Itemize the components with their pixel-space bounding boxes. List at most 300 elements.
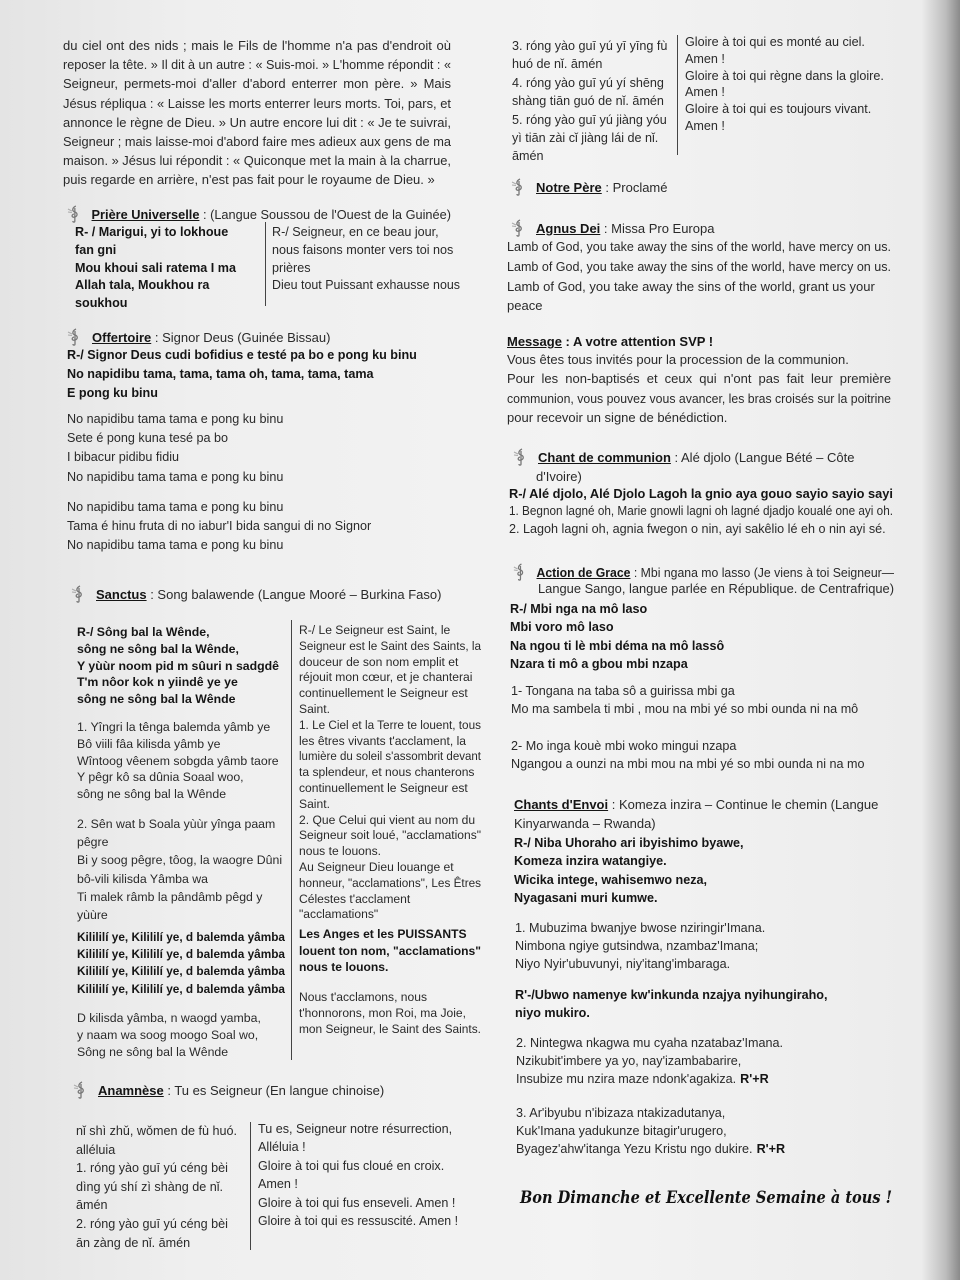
line-text: réjouit mon cœur, et je chanterai [299,670,473,685]
text-line [76,1159,237,1178]
text-line [75,260,236,278]
line-text: No napidibu tama, tama, tama oh, tama, tama, tama [67,366,374,381]
line-text: yì tiān zài cǐ jiàng lái de nǐ. [512,131,659,146]
line-text: No napidibu tama tama e pong ku binu [67,412,284,426]
text-line [67,517,371,536]
section-title: Message [507,334,562,349]
line-text: 2. Lagoh lagni oh, agnia fwegon o nin, ayi sakêlio lé eh o nin ayi sé. [509,522,886,536]
section-header-agnus [510,219,714,237]
line-text: Amen ! [685,118,725,133]
text-line [510,637,724,655]
column-divider [265,222,266,306]
section-subtitle: : Song balawende (Langue Mooré – Burkina Faso) [146,587,442,602]
line-text: Wicika intege, wahisemwo neza, [514,872,708,887]
line-text: Na ngou ti lè mbi déma na mô lassô [510,638,725,653]
line-text: 1. Yîngri la tênga balemda yâmb ye [77,720,271,734]
text-line [77,1010,261,1027]
text-line [67,384,417,403]
section-subtitle-cont: d'Ivoire) [536,469,582,484]
line-text: R-/ Le Seigneur est Saint, le [299,623,451,637]
line-text: āmén [76,1198,108,1213]
column-divider [291,620,292,1060]
text-line [511,755,865,773]
text-line [511,682,858,700]
text-line [299,1006,484,1022]
text-line [685,118,884,135]
text-line [77,786,279,803]
envoi-verse [516,1104,785,1159]
line-text: 1. Begnon lagné oh, Marie gnowli lagni oh lagné djadjo koualé one ayi oh. [509,504,893,518]
line-text: Gloire à toi qui es toujours vivant. [685,102,872,117]
section-header-sanctus [70,585,441,603]
line-text: R-/ Seigneur, en ce beau jour, [272,225,439,239]
text-line [299,797,490,813]
line-text: Kilililí ye, Kilililí ye, d balemda yâmba [77,964,285,979]
section-subtitle: : Tu es Seigneur (En langue chinoise) [163,1083,385,1098]
line-text: mon Seigneur, le Saint des Saints. [299,1021,482,1036]
section-title: Sanctus [96,587,147,602]
line-text: Dieu tout Puissant exhausse nous [272,278,460,293]
line-text: Seigneur est le Saint des Saints, la [299,638,482,653]
line-text: No napidibu tama tama e pong ku binu [67,469,284,484]
text-line [77,769,279,786]
text-line [511,700,858,718]
text-line [75,242,236,260]
line-text: Lamb of God, you take away the sins of the world, have mercy on us. [507,258,891,274]
sanctus-translation-end [299,990,484,1037]
text-line [258,1175,462,1193]
line-text: maison. » Jésus lui répondit : « Quiconque met la main à la charrue, [63,153,451,169]
line-text: Kilililí ye, Kilililí ye, d balemda yâmba [77,981,285,996]
text-line [299,655,490,671]
text-line [77,906,282,924]
line-text: Gloire à toi qui es monté au ciel. [685,35,865,49]
line-text: 1. Mubuzima bwanjye bwose nziringir'Imana. [515,921,766,935]
text-line [299,926,481,943]
text-line [507,296,905,316]
text-line [67,498,371,517]
text-line [77,833,282,851]
line-text: Niyo Nyir'ubuvunyi, niy'itang'imbaraga. [515,957,731,972]
line-text: Au Seigneur Dieu louange et [299,859,454,874]
text-line [77,674,279,691]
line-text: 5. róng yào guī yú jiàng yóu [512,112,667,127]
line-text: 2. Sên wat b Soala yùùr yînga paam [77,817,276,831]
text-line [510,655,724,673]
envoi-verse [515,919,765,974]
line-text: 1. Le Ciel et la Terre te louent, tous [299,717,482,732]
line-text: Vous êtes tous invités pour la procession de la communion. [507,352,849,367]
line-text: communion, vous pouvez vous avancer, les bras croisés sur la poitrine [507,390,891,406]
line-text: R-/ Signor Deus cudi bofidius e testé pa bo e pong ku binu [67,348,417,362]
text-line [507,389,891,408]
line-text: 4. róng yào guī yú yí shēng [512,75,664,90]
text-line [516,1140,785,1158]
text-line [77,1027,261,1044]
text-line [299,781,490,797]
line-text: puis regarde en arrière, n'est pas fait pour le royaume de Dieu. » [63,172,435,188]
text-line [76,1178,237,1197]
offertoire-verse [67,498,371,554]
sanctus-refrain [77,624,279,708]
section-subtitle-cont: Langue Sango, langue parlée en République. de Centrafrique) [538,581,894,596]
text-line [258,1120,462,1138]
line-text: nǐ shì zhǔ, wǒmen de fù huó. [76,1124,238,1138]
line-text: Mo ma sambela ti mbi , mou na mbi yé so mbi ounda ni na mô [511,702,859,717]
line-text: Célestes t'acclament [299,891,411,906]
text-line [76,1215,237,1234]
text-line [272,242,462,260]
text-line [507,277,905,297]
agnus-lines [507,237,905,316]
line-text: louent ton nom, "acclamations" [299,943,481,958]
section-title: Notre Père [536,180,602,195]
section-subtitle: : Mbi ngana mo lasso (Je viens à toi Seigneur— [630,565,894,580]
text-line [299,718,485,734]
text-line [299,813,490,829]
text-line [299,734,490,750]
section-subtitle: : A votre attention SVP ! [561,334,714,349]
section-subtitle: : Proclamé [601,180,668,195]
sanctus-translation [299,623,490,923]
line-text: Byagez'ahw'itanga Yezu Kristu ngo dukire. [516,1142,753,1157]
line-text: Ngangou a ounzi na mbi mou na mbi yé so mbi ounda ni na mo [511,757,865,772]
text-line [299,860,490,876]
text-line [299,990,484,1006]
text-line [299,639,485,655]
text-line [512,129,667,147]
text-line [272,277,460,295]
line-text: Mbi voro mô laso [510,620,614,635]
line-text: y naam wa soog moogo Soal wo, [77,1028,259,1043]
line-text: pour recevoir un signe de bénédiction. [507,410,728,426]
line-text: t'honnorons, mon Roi, ma Joie, [299,1005,467,1020]
line-text: du ciel ont des nids ; mais le Fils de l'homme n'a pas d'endroit où [63,38,451,53]
text-line [299,670,490,686]
text-line [685,51,884,68]
text-line [516,1052,783,1070]
text-line [514,871,744,889]
line-text: Kuk'Imana yadukunze bitagir'urugero, [516,1124,727,1139]
section-subtitle: : Komeza inzira – Continue le chemin (Langue [608,797,879,812]
line-text: yùùre [77,908,108,923]
text-line [67,429,283,448]
line-text: les êtres vivants t'acclament, la [299,733,466,748]
message-text [507,350,891,428]
offertoire-verse [67,410,283,487]
text-line [77,753,279,770]
line-text: Y yùùr noom pid m sûuri n sadgdê [77,658,280,673]
line-text: annonce le règne de Dieu. » Un autre encore lui dit : « Je te suivrai, [63,114,452,130]
line-text: pêgre [77,835,109,850]
line-text: Nzara ti mô a gbou mbi nzapa [510,657,688,672]
text-line [76,1141,237,1160]
text-line [75,295,236,313]
text-line [75,277,236,295]
text-line [515,955,765,973]
line-text: Amen ! [685,51,725,66]
line-text: 1- Tongana na taba sô a guirissa mbi ga [511,684,735,698]
sanctus-ending [77,1010,261,1062]
line-text: Wîntoog vêenem sobgda yâmb taore [77,753,279,768]
music-clef-icon [512,448,530,466]
text-line [77,981,285,998]
text-line [515,1004,827,1022]
line-text: alléluia [76,1142,116,1157]
text-line [299,828,489,844]
anamnese-french-cont [685,34,884,135]
line-text: Pour les non-baptisés et ceux qui n'ont pas fait leur première [507,371,892,387]
column-divider [677,35,678,155]
text-line [515,986,827,1004]
line-text: No napidibu tama tama e pong ku binu [67,500,284,514]
section-subtitle: : Missa Pro Europa [600,221,715,236]
line-text: Allah tala, Moukhou ra [75,278,210,293]
section-header-notre-pere [510,178,668,196]
line-text: Saint. [299,701,330,716]
music-clef-icon [70,585,88,603]
line-text: 1. róng yào guī yú céng bèi [76,1161,228,1176]
text-line [75,224,236,242]
text-line [67,410,283,429]
text-line [67,365,417,384]
section-subtitle: : (Langue Soussou de l'Ouest de la Guinée) [199,207,451,222]
line-text: Les Anges et les PUISSANTS [299,927,467,941]
text-line [272,224,462,242]
line-text: Sông ne sông bal la Wênde [77,1045,229,1060]
line-text: huó de nǐ. āmén [512,57,603,72]
line-text: nous te louons. [299,960,389,975]
line-text: 2. Nintegwa nkagwa mu cyaha nzatabaz'Imana. [516,1036,784,1050]
envoi-refrain [514,834,744,908]
sanctus-verse [77,815,282,924]
text-line [299,844,490,860]
text-line [512,92,667,110]
text-line [685,84,884,101]
line-text: Komeza inzira watangiye. [514,854,667,869]
text-line [507,408,891,427]
text-line [512,74,667,92]
text-line [514,852,744,870]
music-clef-icon [72,1081,90,1099]
text-line [299,907,490,923]
envoi-verse [516,1034,783,1089]
text-line [67,468,283,487]
text-line [685,68,884,85]
text-line [258,1194,462,1212]
line-text: R-/ Sông bal la Wênde, [77,625,210,639]
text-line [507,350,891,369]
line-text: Nimbona ngiye gutsindwa, nzambaz'Imana; [515,939,759,954]
line-text: Gloire à toi qui fus enseveli. Amen ! [258,1195,456,1210]
text-line [77,736,279,753]
priere-soussou [75,224,236,313]
text-line [77,888,282,906]
anamnese-chinese-cont [512,37,667,166]
text-line [515,919,765,937]
text-line [77,641,279,658]
text-line [77,870,282,888]
line-text: Kilililí ye, Kilililí ye, d balemda yâmba [77,930,285,944]
text-line [515,937,765,955]
text-line [63,74,451,93]
text-line [510,618,724,636]
text-line [516,1104,785,1122]
gospel-text [63,36,451,190]
section-title: Prière Universelle [91,207,200,222]
line-text: Y pêgr kô sa dûnia Soaal woo, [77,770,244,785]
line-text: Seigneur soit loué, "acclamations" [299,828,482,843]
line-text: prières [272,260,311,275]
text-line [512,37,667,55]
text-line [258,1157,462,1175]
section-header-offertoire [66,328,330,346]
line-text: Tu es, Seigneur notre résurrection, [258,1122,453,1136]
section-title: Chant de communion [538,450,671,465]
text-line [63,132,451,151]
line-text: 3. róng yào guī yú yī yīng fù [512,39,668,53]
line-text: R'-/Ubwo namenye kw'inkunda nzajya nyihungiraho, [515,988,828,1002]
line-text: bô-vili kilisda Yâmba wa [77,871,208,886]
section-title: Anamnèse [98,1083,164,1098]
text-line [299,623,490,639]
text-line [514,889,744,907]
text-line [507,369,891,388]
line-text: Insubize mu nzira maze ndonk'agakiza. [516,1072,737,1087]
music-clef-icon [66,328,84,346]
column-divider [250,1122,251,1250]
line-text: 2. Que Celui qui vient au nom du [299,812,476,827]
line-text: nous faisons monter vers toi nos [272,242,454,257]
line-text: soukhou [75,296,128,311]
sanctus-translation-bold [299,926,481,976]
text-line [77,815,282,833]
line-text: R- / Marigui, yi to lokhoue [75,225,229,239]
text-line [63,113,450,132]
line-text: ta splendeur, et nous chanterons [299,765,475,780]
line-text: 2. róng yào guī yú céng bèi [76,1216,228,1231]
anamnese-french [258,1120,462,1230]
offertoire-refrain [67,346,417,402]
line-text: Bô viili fâa kilisda yâmb ye [77,736,221,751]
text-line [77,624,279,641]
section-title: Chants d'Envoi [514,797,609,812]
line-text: Gloire à toi qui fus cloué en croix. [258,1158,445,1173]
text-line [299,876,485,892]
text-line [511,737,865,755]
line-text: shàng tiān guó de nǐ. āmén [512,94,664,109]
line-text: Bi y soog pêgre, tôog, la waogre Dûni [77,853,283,868]
line-text: Saint. [299,796,330,811]
text-line [516,1070,783,1088]
line-text: Seigneur ; mais laisse-moi d'abord faire mes adieux aux gens de ma [63,134,451,150]
line-text: R-/ Mbi nga na mô laso [510,602,648,616]
text-line [509,520,921,538]
action-grace-verse [511,682,858,719]
text-line [63,36,451,55]
line-text: Gloire à toi qui es ressuscité. Amen ! [258,1214,458,1229]
text-line [77,929,285,946]
line-text: Jésus répliqua : « Laisse les morts enterrer leurs morts. Toi, pars, et [63,95,451,111]
priere-french [272,224,462,295]
text-line [299,765,490,781]
line-text: sông ne sông bal la Wênde [77,692,236,707]
music-clef-icon [66,205,84,223]
line-text: Kilililí ye, Kilililí ye, d balemda yâmba [77,947,285,962]
line-text: reposer la tête. » Il dit à un autre : « Suis-moi. » L'homme répondit : « [63,57,451,73]
text-line [76,1122,237,1141]
line-text: fan gni [75,242,117,257]
line-text: Mou khoui sali ratema I ma [75,260,236,275]
text-line [77,691,279,708]
section-subtitle-cont: Kinyarwanda – Rwanda) [514,816,656,831]
action-grace-verse [511,737,865,774]
text-line [77,946,285,963]
section-subtitle: : Alé djolo (Langue Bété – Côte [670,450,855,465]
line-text: Amen ! [685,85,725,100]
line-text: Gloire à toi qui règne dans la gloire. [685,68,884,83]
line-text: E pong ku binu [67,385,158,400]
communion-verses [509,502,921,538]
action-grace-refrain [510,600,724,674]
text-line [67,448,283,467]
text-line [514,834,744,852]
section-header-anamnese [72,1081,384,1099]
section-subtitle: : Signor Deus (Guinée Bissau) [151,330,331,345]
text-line [507,237,891,257]
line-text: dìng yú shí zì shàng de nǐ. [76,1179,224,1194]
text-line [299,686,490,702]
line-text: honneur, "acclamations", Les Êtres [299,875,482,890]
repeat-refrain-mark: R'+R [756,1142,786,1157]
music-clef-icon [510,178,528,196]
line-text: ān zàng de nǐ. āmén [76,1235,191,1250]
line-text: peace [507,298,543,314]
text-line [509,502,893,520]
text-line [76,1234,237,1253]
line-text: Sete é pong kuna tesé pa bo [67,431,229,446]
line-text: Seigneur, permets-moi d'aller d'abord enterrer mon père. » Mais [63,76,452,92]
repeat-refrain-mark: R'+R [740,1072,769,1087]
line-text: douceur de son nom emplit et [299,654,459,669]
text-line [272,260,462,278]
line-text: T'm nôor kok n yiindê ye ye [77,675,238,690]
line-text: I bibacur pidibu fidiu [67,450,180,465]
line-text: Ti malek râmb la pândâmb pêgd y [77,889,263,904]
line-text: sông ne sông bal la Wênde [77,787,227,802]
music-clef-icon [510,219,528,237]
line-text: No napidibu tama tama e pong ku binu [67,537,284,552]
text-line [63,151,451,170]
line-text: R-/ Niba Uhoraho ari ibyishimo byawe, [514,836,744,850]
text-line [63,55,451,74]
text-line [516,1122,785,1140]
text-line [516,1034,783,1052]
anamnese-chinese [76,1122,237,1252]
line-text: sông ne sông bal la Wênde, [77,641,239,656]
section-header-message [507,334,713,349]
line-text: nous te louons. [299,844,382,859]
sanctus-verse [77,719,279,803]
text-line [512,111,667,129]
text-line [299,1022,481,1038]
line-text: Nous t'acclamons, nous [299,990,428,1004]
text-line [299,749,481,765]
section-title: Offertoire [92,330,152,345]
section-header-communion [512,448,854,466]
line-text: 2- Mo inga kouè mbi woko mingui nzapa [511,739,737,753]
sanctus-kilili [77,929,294,998]
